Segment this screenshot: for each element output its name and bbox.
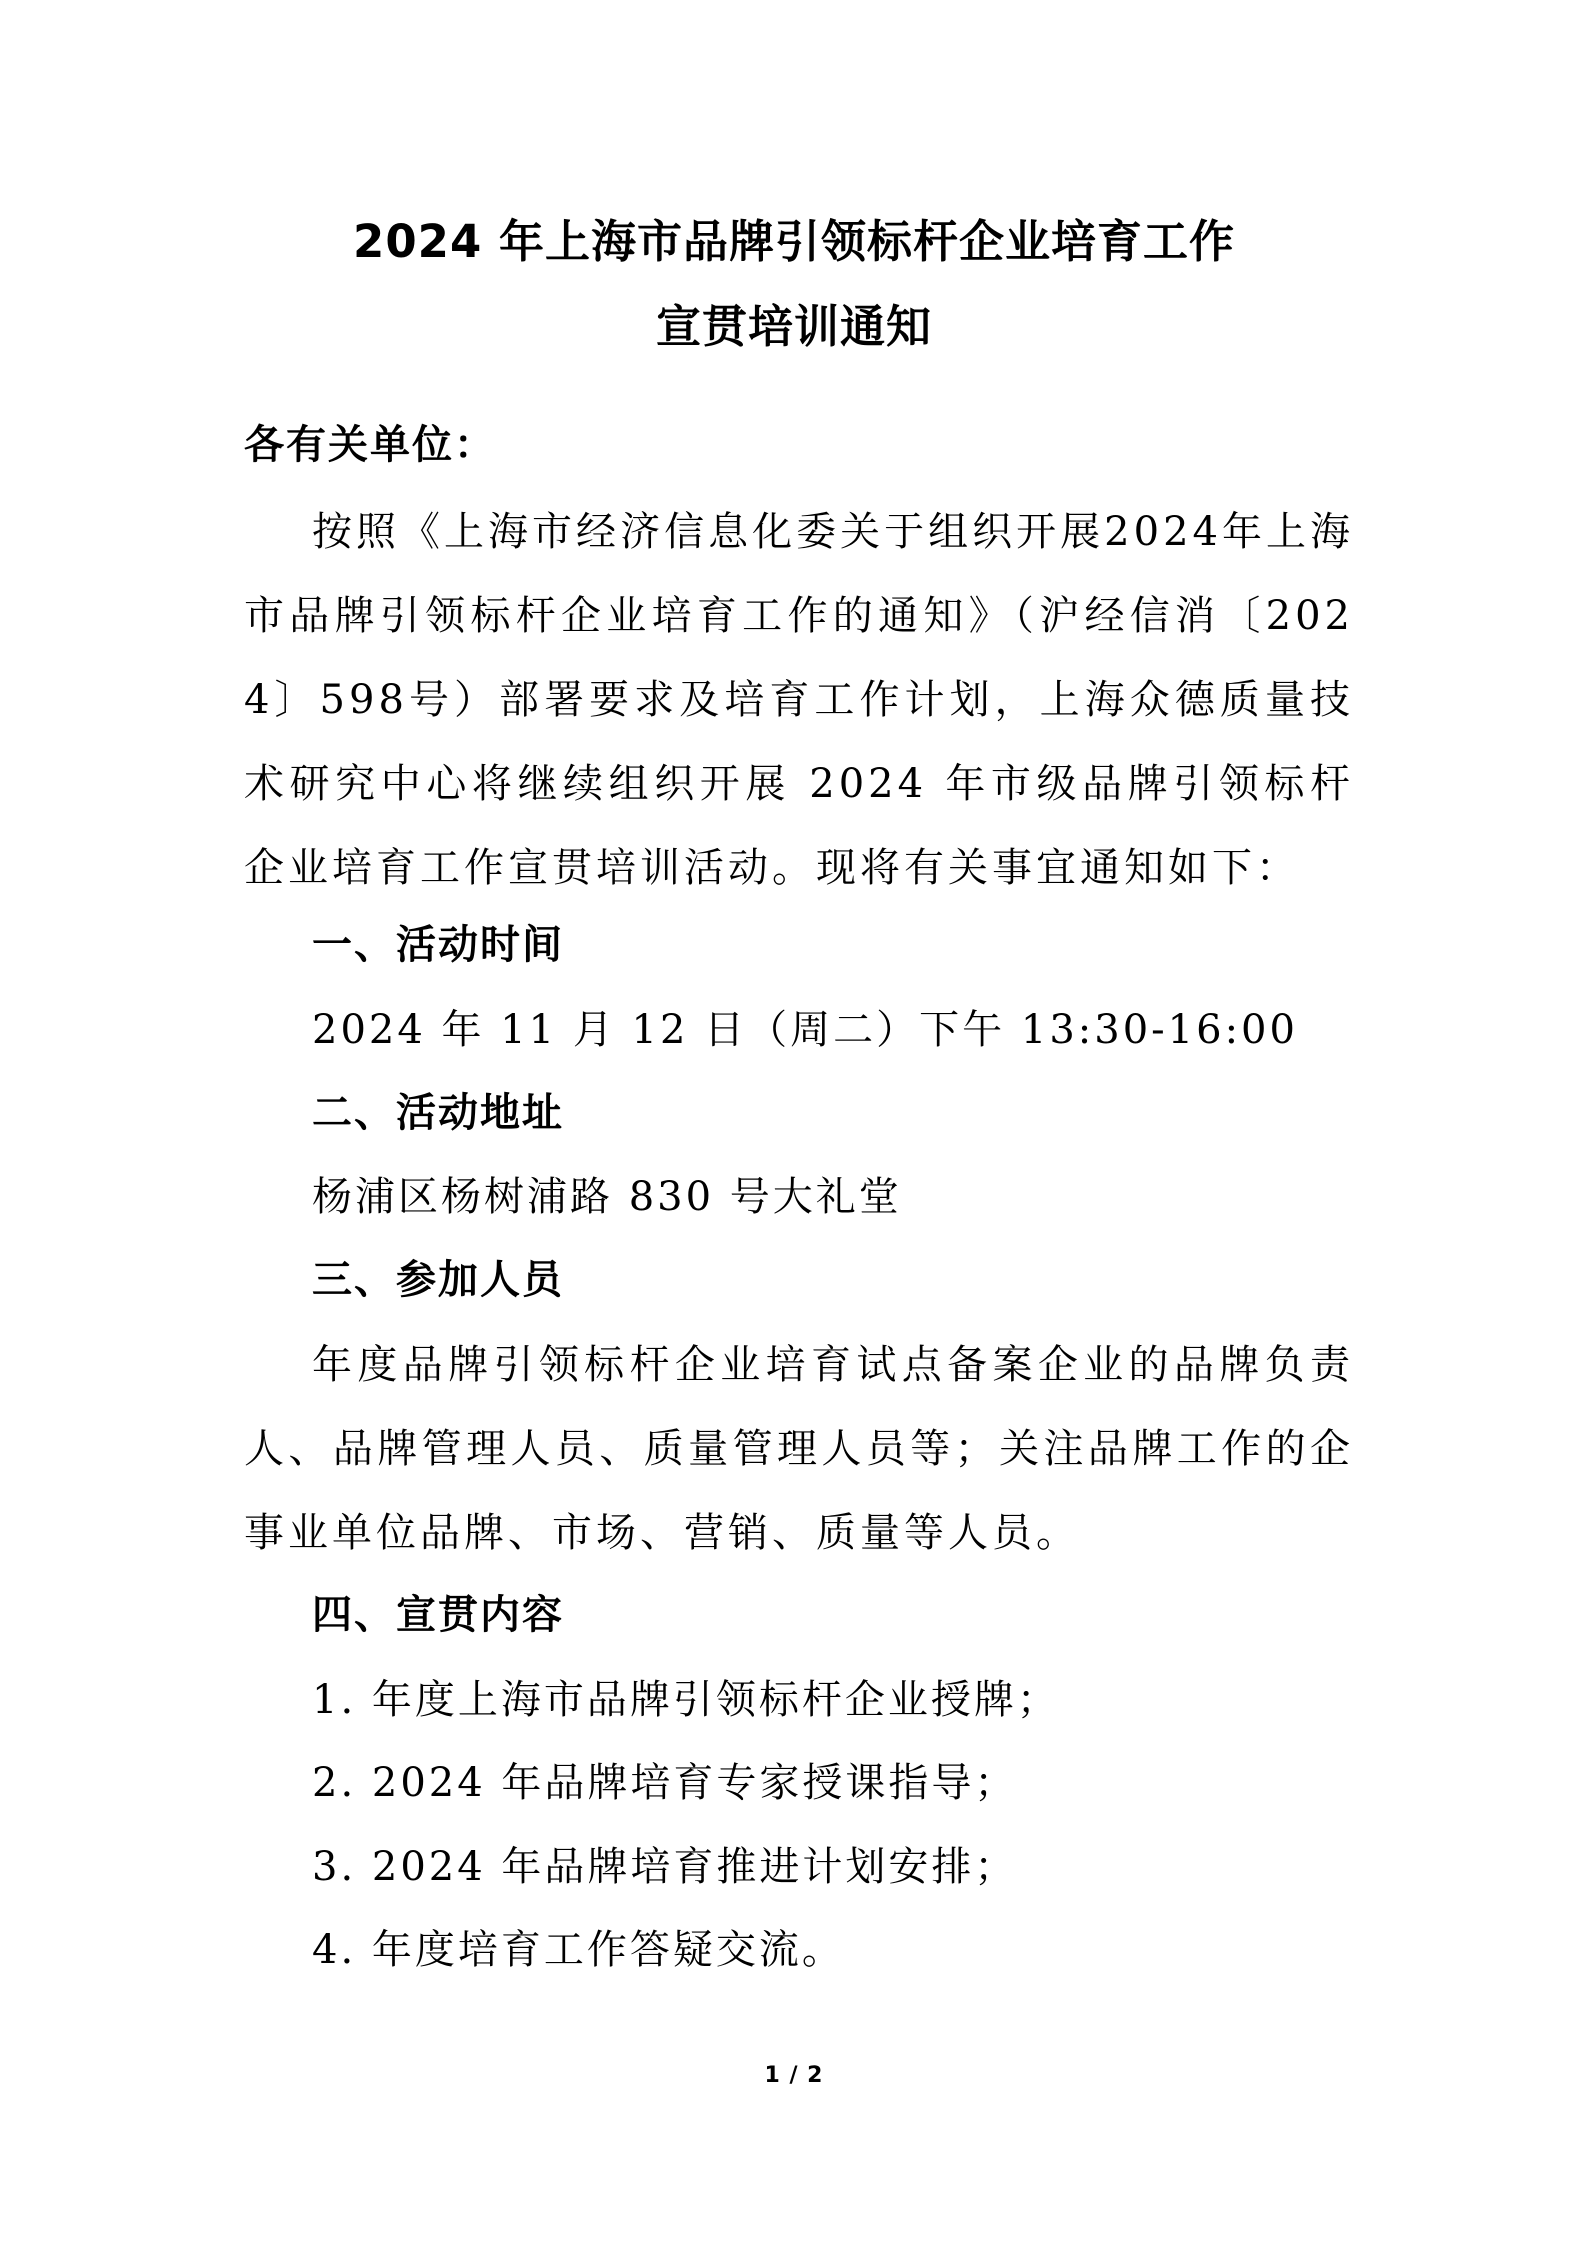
intro-paragraph: 按照《上海市经济信息化委关于组织开展2024年上海市品牌引领标杆企业培育工作的通知》（沪经信消〔2024〕598号）部署要求及培育工作计划，上海众德质量技术研究中心将继续组织开展 2024 年市级品牌引领标杆企业培育工作宣贯培训活动。现将有关事宜通知如下： <box>244 509 1354 891</box>
section-heading-address: 二、活动地址 <box>312 1090 564 1136</box>
event-time: 2024 年 11 月 12 日（周二）下午 13:30-16:00 <box>312 1007 1298 1053</box>
content-item: 4. 年度培育工作答疑交流。 <box>312 1927 845 1973</box>
section-heading-participants: 三、参加人员 <box>312 1257 564 1303</box>
content-item: 3. 2024 年品牌培育推进计划安排； <box>312 1844 1018 1890</box>
document-title-line-1: 2024 年上海市品牌引领标杆企业培育工作 <box>353 215 1235 268</box>
salutation: 各有关单位： <box>244 422 496 468</box>
participants-paragraph: 年度品牌引领标杆企业培育试点备案企业的品牌负责人、品牌管理人员、质量管理人员等；关注品牌工作的企事业单位品牌、市场、营销、质量等人员。 <box>244 1342 1354 1556</box>
section-heading-content: 四、宣贯内容 <box>312 1592 564 1638</box>
page-number: 1 / 2 <box>764 2063 824 2088</box>
content-item: 1. 年度上海市品牌引领标杆企业授牌； <box>312 1677 1060 1723</box>
document-title-line-2: 宣贯培训通知 <box>655 300 932 353</box>
event-address: 杨浦区杨树浦路 830 号大礼堂 <box>312 1174 902 1220</box>
content-item: 2. 2024 年品牌培育专家授课指导； <box>312 1760 1018 1806</box>
section-heading-time: 一、活动时间 <box>312 922 564 968</box>
